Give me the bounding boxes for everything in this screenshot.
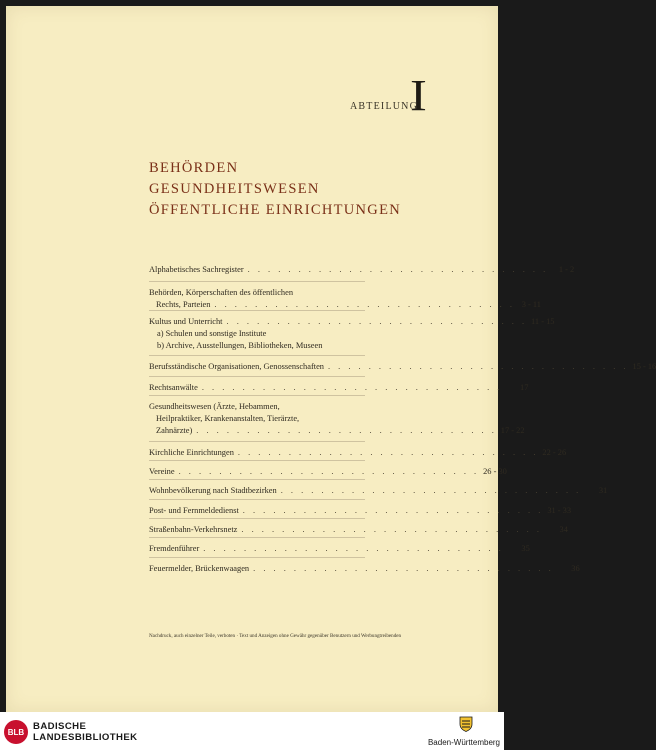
toc-entry [149,264,575,276]
leader-dots: . . . . . . . . . . . . . . . . . . . . . . . . . . . . . . [178,467,480,476]
toc-entry-row [149,563,580,575]
toc-entry-text: Heilpraktiker, Krankenanstalten, Tierärzte, [156,414,300,423]
toc-entry-page: 15 - 16 [632,362,656,371]
divider [149,518,365,519]
toc-entry [149,505,572,517]
toc-entry-page: 34 [559,525,568,534]
toc-entry-row [149,264,575,276]
toc-entry [149,361,656,373]
leader-dots: . . . . . . . . . . . . . . . . . . . . . . . . . . . . . . [237,448,539,457]
toc-entry-row [149,524,568,536]
state-name: Baden-Württemberg [427,738,500,747]
blb-logo: BLB [4,720,28,744]
toc-entry-text: Behörden, Körperschaften des öffentlichen [149,288,294,297]
leader-dots: . . . . . . . . . . . . . . . . . . . . . . . . . . . . . . [241,525,542,534]
divider [149,395,365,396]
toc-entry-row [149,466,507,478]
library-name-line-1: BADISCHE [33,721,87,732]
toc-entry-label: Kirchliche Einrichtungen [149,448,234,457]
leader-dots: . . . . . . . . . . . . . . . . . . . . . . . . . . . . . . [214,300,515,309]
toc-entry-page: 22 - 26 [542,448,567,457]
toc-entry [149,485,608,497]
toc-entry [149,466,507,478]
toc-entry-row [149,382,529,394]
toc-entry-row [149,543,530,555]
toc-entry-label: Wohnbevölkerung nach Stadtbezirken [149,486,277,495]
divider [149,479,365,480]
heading-line-2: GESUNDHEITSWESEN [149,181,320,197]
toc-entry-label: Vereine [149,467,175,476]
toc-entry [149,447,567,459]
state-crest-icon [459,716,473,732]
leader-dots: . . . . . . . . . . . . . . . . . . . . . . . . . . . . . . [247,265,549,274]
toc-entry-page: 17 [520,383,529,392]
divider [149,376,365,377]
document-page [6,6,656,712]
toc-entry-label: Feuermelder, Brückenwaagen [149,564,250,573]
leader-dots: . . . . . . . . . . . . . . . . . . . . . . . . . . . . . . [226,317,528,326]
toc-entry-page: 26 - 30 [483,467,507,476]
toc-entry-row [149,505,572,517]
divider [149,557,365,558]
section-numeral: I [410,71,427,120]
toc-entry [149,316,555,352]
leader-dots: . . . . . . . . . . . . . . . . . . . . . . . . . . . . . . [280,486,582,495]
leader-dots: . . . . . . . . . . . . . . . . . . . . . . . . . . . . . . [253,564,554,573]
page-heading [149,158,401,221]
toc-entry-label: Kultus und Unterricht [149,317,223,326]
heading-line-1: BEHÖRDEN [149,160,239,176]
leader-dots: . . . . . . . . . . . . . . . . . . . . . . . . . . . . . . [327,362,629,371]
divider [149,310,365,311]
divider [149,499,365,500]
divider [149,460,365,461]
toc-entry [149,382,529,394]
toc-entry [149,524,568,536]
toc-entry-row [149,361,656,373]
toc-entry-page: 35 [521,544,530,553]
toc-entry-label: Straßenbahn-Verkehrsnetz [149,525,238,534]
toc-entry-label: Rechtsanwälte [149,383,198,392]
toc-entry-page: 17 - 22 [500,426,525,435]
heading-line-3: ÖFFENTLICHE EINRICHTUNGEN [149,202,401,218]
toc-entry-label: Post- und Fernmeldedienst [149,506,239,515]
toc-entry-page: 31 [598,486,608,495]
toc-entry [149,563,580,575]
toc-entry [149,401,525,437]
divider [149,537,365,538]
divider [149,281,365,282]
toc-entry-row [149,316,555,328]
toc-entry-label: Berufsständische Organisationen, Genossenschaften [149,362,324,371]
toc-entry-label: Zahnärzte) [156,426,193,435]
toc-entry-row [149,447,567,459]
library-name-line-2: LANDESBIBLIOTHEK [33,732,138,743]
toc-entry-page: 36 [571,564,580,573]
toc-entry-label: Fremdenführer [149,544,200,553]
toc-entry-page: 31 - 33 [547,506,572,515]
toc-entry-text: Gesundheitswesen (Ärzte, Hebammen, [149,402,280,411]
leader-dots: . . . . . . . . . . . . . . . . . . . . . . . . . . . . . . [201,383,503,392]
divider [149,441,365,442]
leader-dots: . . . . . . . . . . . . . . . . . . . . . . . . . . . . . . [196,426,497,435]
toc-entry-page: 3 - 11 [521,300,541,309]
toc-entry-label: Rechts, Parteien [156,300,211,309]
library-name [33,721,137,743]
toc-entry-label: Alphabetisches Sachregister [149,265,244,274]
copyright-notice: Nachdruck, auch einzelner Teile, verboten · Text und Anzeigen ohne Gewähr gegenüber Benutzern und Werbungtreibenden [149,633,402,639]
toc-entry-row [149,425,525,437]
toc-entry [149,287,541,311]
toc-entry-page: 1 - 2 [558,265,575,274]
toc-sub-entry: b) Archive, Ausstellungen, Bibliotheken, Museen [157,341,323,350]
library-banner [0,712,504,750]
toc-entry-page: 11 - 15 [531,317,555,326]
leader-dots: . . . . . . . . . . . . . . . . . . . . . . . . . . . . . . [242,506,544,515]
divider [149,355,365,356]
toc-entry-row [149,485,608,497]
leader-dots: . . . . . . . . . . . . . . . . . . . . . . . . . . . . . . [203,544,504,553]
section-label: ABTEILUNG [350,101,419,112]
toc-entry [149,543,530,555]
toc-sub-entry: a) Schulen und sonstige Institute [157,329,267,338]
